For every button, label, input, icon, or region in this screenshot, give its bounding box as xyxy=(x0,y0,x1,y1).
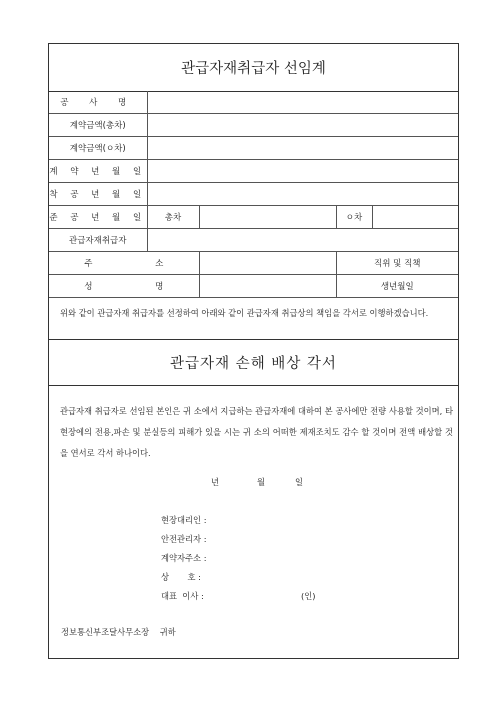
construction-name-label: 공 사 명 xyxy=(49,91,147,114)
contract-date-label: 계 약 년 월 일 xyxy=(49,160,147,183)
completion-total-field[interactable] xyxy=(199,206,336,229)
pledge-text: 관급자재 취급자로 선임된 본인은 귀 소에서 지급하는 관급자재에 대하여 본 공사에만 전량 사용할 것이며, 타 현장에의 전용,파손 및 분실등의 피해가 있을 시는 귀 소의 어떠한 제재조치도 감수 할 것이며 전액 배상할 것을 연서로 각서 하나이다. xyxy=(60,406,453,458)
table-row xyxy=(49,206,458,229)
contract-amount-total-label: 계약금액(총차) xyxy=(49,114,147,137)
construction-name-field[interactable] xyxy=(147,91,458,114)
completion-total-label: 총차 xyxy=(147,206,199,229)
table-row xyxy=(49,91,458,114)
completion-date-label: 준 공 년 월 일 xyxy=(49,206,147,229)
site-agent-label: 현장대리인 : xyxy=(161,515,207,525)
name-field[interactable] xyxy=(199,275,336,298)
contract-amount-nth-label: 계약금액(ㅇ차) xyxy=(49,137,147,160)
contract-amount-total-field[interactable] xyxy=(147,114,458,137)
table-row xyxy=(49,114,458,137)
contractor-address-label: 계약자주소 : xyxy=(161,553,207,563)
pledge-title: 관급자재 손해 배상 각서 xyxy=(49,340,458,386)
table-row xyxy=(49,275,458,298)
table-row xyxy=(49,229,458,252)
form-title: 관급자재취급자 선임계 xyxy=(49,44,458,92)
trade-name-label: 상 호 : xyxy=(161,572,201,582)
recipient: 정보통신부조달사무소장 귀하 xyxy=(61,627,176,637)
position-label: 직위 및 직책 xyxy=(336,252,458,275)
date-line xyxy=(211,476,303,488)
table-row xyxy=(49,137,458,160)
table-row xyxy=(49,183,458,206)
completion-nth-field[interactable] xyxy=(372,206,458,229)
address-field[interactable] xyxy=(199,252,336,275)
contract-date-field[interactable] xyxy=(147,160,458,183)
table-row xyxy=(49,252,458,275)
date-day: 일 xyxy=(295,477,304,487)
contract-amount-nth-field[interactable] xyxy=(147,137,458,160)
date-month: 월 xyxy=(257,477,266,487)
start-date-field[interactable] xyxy=(147,183,458,206)
name-label: 성 명 xyxy=(49,275,199,298)
table-row xyxy=(49,160,458,183)
material-handler-field[interactable] xyxy=(147,229,458,252)
date-year: 년 xyxy=(211,477,220,487)
appointment-form xyxy=(48,43,459,659)
representative-label: 대표 이사 : xyxy=(161,591,204,601)
statement-text: 위와 같이 관급자재 취급자를 선정하여 아래와 같이 관급자재 취급상의 책임을 각서로 이행하겠습니다. xyxy=(49,297,458,340)
safety-manager-label: 안전관리자 : xyxy=(161,534,207,544)
start-date-label: 착 공 년 월 일 xyxy=(49,183,147,206)
completion-nth-label: ㅇ차 xyxy=(336,206,372,229)
address-label: 주 소 xyxy=(49,252,199,275)
info-table xyxy=(49,91,458,298)
seal-mark: (인) xyxy=(301,591,316,601)
birth-date-label: 생년월일 xyxy=(336,275,458,298)
material-handler-label: 관급자재취급자 xyxy=(49,229,147,252)
